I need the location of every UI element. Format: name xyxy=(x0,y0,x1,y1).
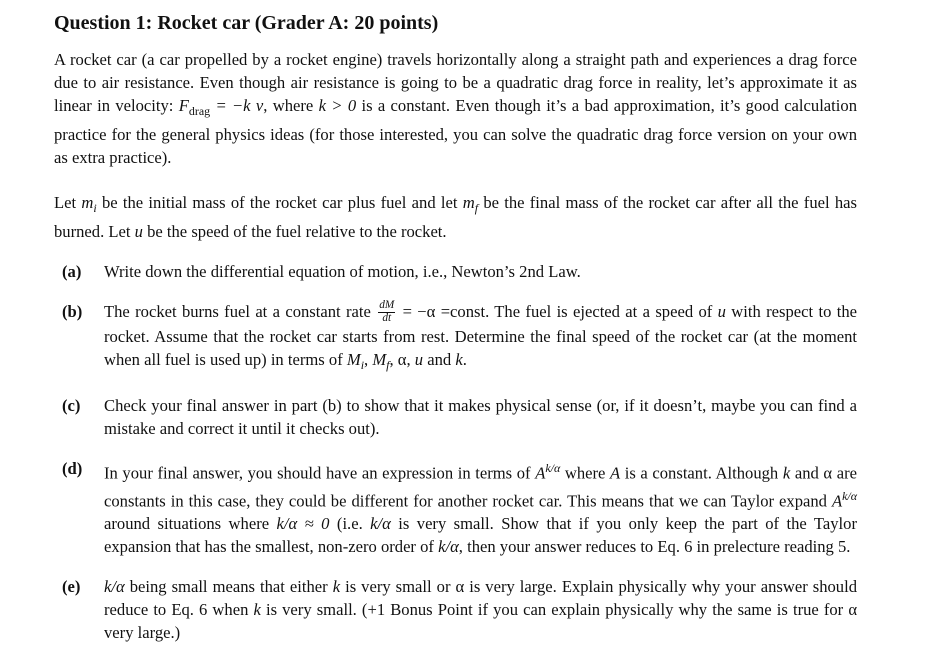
math-k-alpha: k/α xyxy=(370,514,391,534)
part-text xyxy=(104,300,857,377)
math-sub: i xyxy=(93,201,97,216)
math-A: A xyxy=(535,463,546,483)
part-e xyxy=(54,575,857,644)
math-sub: f xyxy=(386,358,390,373)
math-k-alpha: k/α xyxy=(438,537,459,557)
text: around situations where xyxy=(104,514,277,534)
text: , α, xyxy=(389,350,415,370)
part-text: Check your final answer in part (b) to show that it makes physical sense (or, if it doesn’t, maybe you can find a mistake and correct it until it checks out). xyxy=(104,396,857,439)
part-label: (c) xyxy=(62,396,81,416)
text: be the speed of the fuel relative to the rocket. xyxy=(142,222,447,242)
part-text: Write down the differential equation of motion, i.e., Newton’s 2nd Law. xyxy=(104,262,581,282)
text: is very small or α is very large. Explain physically why your answer should reduce to Eq. 6 when xyxy=(104,577,857,620)
part-a xyxy=(54,260,857,283)
question-title: Question 1: Rocket car (Grader A: 20 points) xyxy=(54,12,439,34)
text: with respect to the rocket. Assume that the rocket car starts from rest. Determine the final speed of the rocket car (at the moment when all fuel is used up) in terms of xyxy=(104,302,858,370)
math-fdrag: F xyxy=(178,96,189,115)
math-k-alpha: k/α xyxy=(104,577,125,597)
text: The rocket burns fuel at a constant rate xyxy=(104,302,377,322)
math-u: u xyxy=(414,350,424,370)
math-sub: drag xyxy=(188,104,211,119)
math-sup: k/α xyxy=(545,461,561,476)
question-parts xyxy=(54,260,857,644)
part-label: (e) xyxy=(62,577,81,597)
math-k-alpha: k/α ≈ 0 xyxy=(276,514,330,534)
text: and α are constants in this case, they could be different for another rocket car. This means that we can Taylor expand xyxy=(104,463,857,511)
part-d xyxy=(54,457,857,558)
intro-paragraph-2 xyxy=(54,191,857,243)
math-M: M xyxy=(372,350,387,370)
part-label: (d) xyxy=(62,459,83,479)
fraction-dM-dt xyxy=(378,300,395,325)
text: = −α =const. The fuel is ejected at a speed of xyxy=(397,302,718,322)
intro-paragraph-1 xyxy=(54,48,857,169)
text: and xyxy=(423,350,456,370)
math-sup: k/α xyxy=(842,488,857,503)
part-text xyxy=(104,575,857,644)
math-m: m xyxy=(462,193,475,213)
text: In your final answer, you should have an expression in terms of xyxy=(104,463,536,483)
math-A: A xyxy=(831,491,843,511)
math-eq: = −k v xyxy=(210,96,264,115)
text: be the initial mass of the rocket car plus fuel and let xyxy=(96,193,463,213)
math-k: k xyxy=(332,577,341,597)
part-c xyxy=(54,394,857,440)
math-sub: i xyxy=(360,358,365,373)
text: is very small. (+1 Bonus Point if you can explain physically why the same is true for α very large.) xyxy=(104,600,858,643)
math-m: m xyxy=(81,193,94,213)
text: A rocket car (a car propelled by a rocket engine) travels horizontally along a straight path and experiences a drag force due to air resistance. Even though air resistance is going to be a quadratic drag force in reality, let’s approximate it as linear in velocity: xyxy=(54,50,857,115)
part-label: (b) xyxy=(62,302,83,322)
text: , xyxy=(364,350,373,370)
math-M: M xyxy=(346,350,361,370)
text: where xyxy=(560,463,610,483)
part-label: (a) xyxy=(62,262,82,282)
text: Let xyxy=(54,193,82,213)
math-A: A xyxy=(609,463,621,483)
text: (i.e. xyxy=(329,514,371,534)
part-text xyxy=(104,457,857,558)
frac-den: dt xyxy=(382,312,392,325)
math-k: k xyxy=(455,350,463,370)
text: is very small. Show that if you only keep the part of the Taylor expansion that has the smallest, non-zero order of xyxy=(104,514,857,557)
math-sub: f xyxy=(474,201,479,216)
text: being small means that either xyxy=(124,577,333,597)
text: is a constant. Even though it’s a bad approximation, it’s good calculation practice for the general physics ideas (for those interested, you can solve the quadratic drag force version on your own as extra practice). xyxy=(54,96,857,168)
math-u: u xyxy=(134,222,143,242)
text: be the final mass of the rocket car after all the fuel has burned. Let xyxy=(54,193,857,242)
math-k: k xyxy=(782,463,791,483)
math-k: k > 0 xyxy=(318,96,357,115)
text: , then your answer reduces to Eq. 6 in prelecture reading 5. xyxy=(458,537,851,557)
part-b xyxy=(54,300,857,377)
frac-num: dM xyxy=(379,299,395,312)
math-k: k xyxy=(253,600,261,620)
math-u: u xyxy=(717,302,726,322)
text: , where xyxy=(263,96,319,115)
text: is a constant. Although xyxy=(620,463,783,483)
text: . xyxy=(462,350,467,370)
